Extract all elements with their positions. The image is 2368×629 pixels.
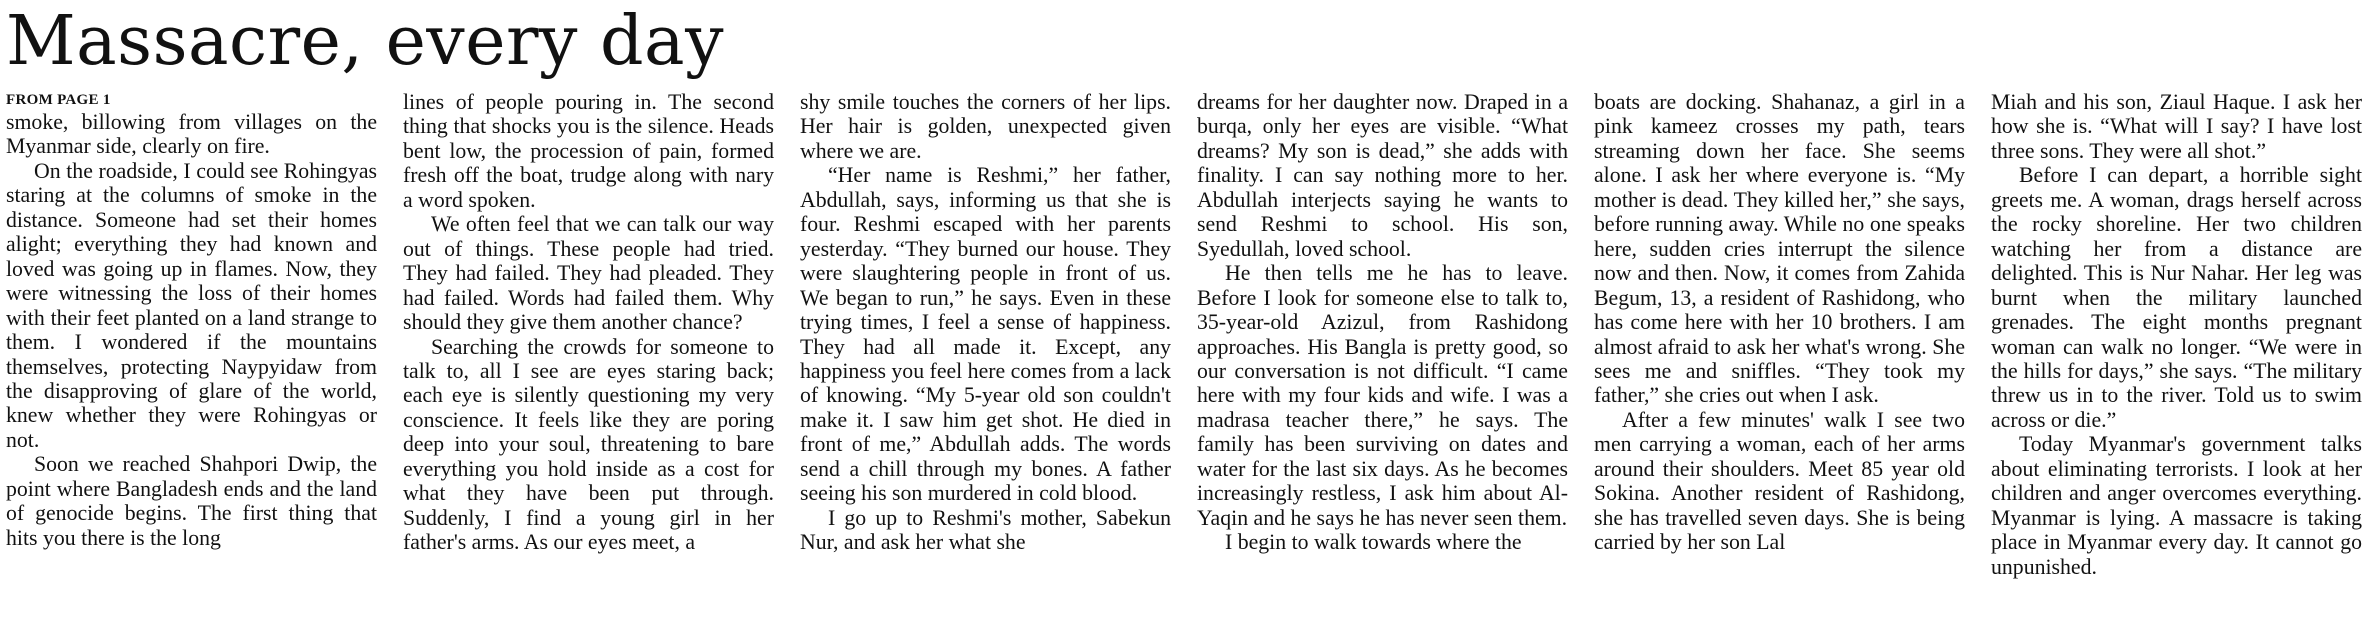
paragraph: shy smile touches the corners of her lips. Her hair is golden, unexpected given where we are. [800, 90, 1171, 163]
paragraph: Today Myanmar's government talks about eliminating terrorists. I look at her children and anger overcomes everything. Myanmar is lying. A massacre is taking place in Myanmar every day. It cannot go unpunished. [1991, 432, 2362, 579]
article-column-6 [1991, 90, 2362, 579]
continuation-kicker: FROM PAGE 1 [6, 92, 111, 108]
paragraph: I go up to Reshmi's mother, Sabekun Nur, and ask her what she [800, 505, 1171, 555]
article-column-5 [1594, 90, 1965, 579]
article-columns [6, 90, 2362, 579]
paragraph: Searching the crowds for someone to talk to, all I see are eyes staring back; each eye is silently questioning my very conscience. It feels like they are poring deep into your soul, threatening to bare everything you hold inside as a cost for what they have been put through. Suddenly, I find a young girl in her father's arms. As our eyes meet, a [403, 334, 774, 555]
paragraph: “Her name is Reshmi,” her father, Abdullah, says, informing us that she is four. Reshmi escaped with her parents yesterday. “They burned our house. They were slaughtering people in front of us. We began to run,” he says. Even in these trying times, I feel a sense of happiness. They had all made it. Except, any happiness you feel here comes from a lack of knowing. “My 5-year old son couldn't make it. I saw him get shot. He died in front of me,” Abdullah adds. The words send a chill through my bones. A father seeing his son murdered in cold blood. [800, 163, 1172, 506]
paragraph: We often feel that we can talk our way out of things. These people had tried. They had failed. They had pleaded. They had failed. Words had failed them. Why should they give them another chance? [403, 212, 774, 335]
paragraph: Miah and his son, Ziaul Haque. I ask her how she is. “What will I say? I have lost three sons. They were all shot.” [1991, 90, 2362, 163]
paragraph: After a few minutes' walk I see two men carrying a woman, each of her arms around their shoulders. Meet 85 year old Sokina. Another resident of Rashidong, she has travelled seven days. She is being carried by her son Lal [1594, 407, 1965, 555]
paragraph: lines of people pouring in. The second thing that shocks you is the silence. Heads bent low, the procession of pain, formed fresh off the boat, trudge along with nary a word spoken. [403, 90, 774, 212]
article-column-4 [1197, 90, 1568, 579]
headline: Massacre, every day [6, 2, 724, 81]
paragraph: On the roadside, I could see Rohingyas staring at the columns of smoke in the distance. Someone had set their homes alight; everything they had known and loved was going up in flames. Now, they were witnessing the loss of their homes with their feet planted on a land strange to them. I wondered if the mountains themselves, protecting Naypyidaw from the disapproving of glare of the world, knew whether they were Rohingyas or not. [6, 158, 377, 452]
paragraph: He then tells me he has to leave. Before I look for someone else to talk to, 35-year-old Azizul, from Rashidong approaches. His Bangla is pretty good, so our conversation is not difficult. “I came here with my four kids and wife. I was a madrasa teacher there,” he says. The family has been surviving on dates and water for the last six days. As he becomes increasingly restless, I ask him about Al-Yaqin and he says he has never seen them. [1197, 261, 1568, 530]
paragraph: Soon we reached Shahpori Dwip, the point where Bangladesh ends and the land of genocide begins. The first thing that hits you there is the long [6, 452, 377, 550]
paragraph: boats are docking. Shahanaz, a girl in a pink kameez crosses my path, tears streaming down her face. She seems alone. I ask her where everyone is. “My mother is dead. They killed her,” she says, before running away. While no one speaks here, sudden cries interrupt the silence now and then. Now, it comes from Zahida Begum, 13, a resident of Rashidong, who has come here with her 10 brothers. I am almost afraid to ask her what's wrong. She sees me and sniffles. “They took my father,” she cries out when I ask. [1594, 90, 1965, 408]
paragraph: Before I can depart, a horrible sight greets me. A woman, drags herself across the rocky shoreline. Her two children watching her from a distance are delighted. This is Nur Nahar. Her leg was burnt when the military launched grenades. The eight months pregnant woman can walk no longer. “We were in the hills for days,” she says. “The military threw us in to the river. Told us to swim across or die.” [1991, 163, 2362, 432]
paragraph: smoke, billowing from villages on the Myanmar side, clearly on fire. [6, 110, 377, 159]
article-column-2 [403, 90, 774, 579]
article-column-1 [6, 90, 377, 579]
article-column-3 [800, 90, 1171, 579]
paragraph: dreams for her daughter now. Draped in a burqa, only her eyes are visible. “What dreams? My son is dead,” she adds with finality. I can say nothing more to her. Abdullah interjects saying he wants to send Reshmi to school. His son, Syedullah, loved school. [1197, 90, 1568, 261]
paragraph: I begin to walk towards where the [1225, 530, 1522, 555]
